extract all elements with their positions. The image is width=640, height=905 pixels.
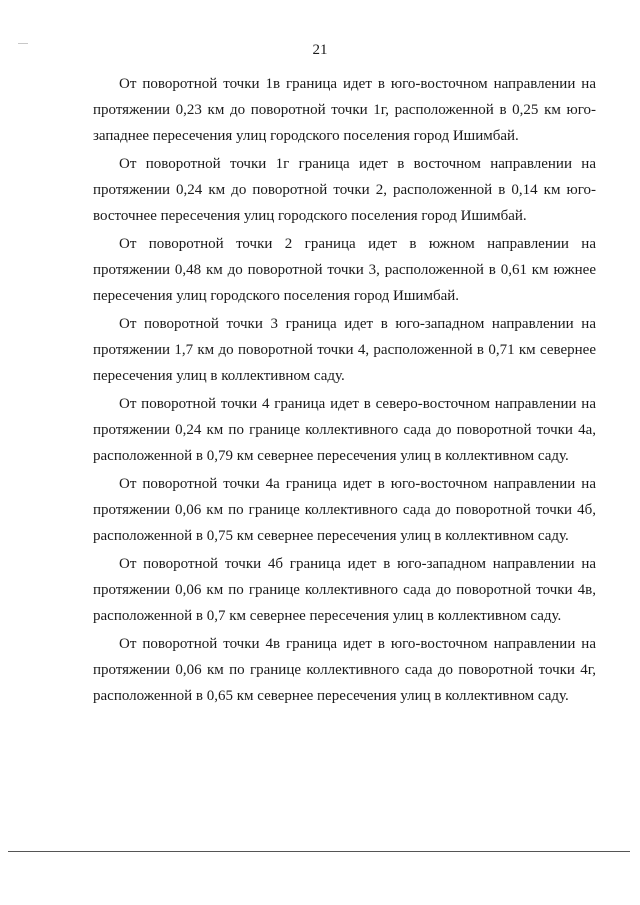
paragraph: От поворотной точки 1г граница идет в восточном направлении на протяжении 0,24 км до поворотной точки 2, расположенной в 0,14 км юго-восточнее пересечения улиц городского поселения город Ишимбай.	[93, 156, 596, 224]
paragraph: От поворотной точки 3 граница идет в юго-западном направлении на протяжении 1,7 км до поворотной точки 4, расположенной в 0,71 км севернее пересечения улиц в коллективном саду.	[93, 316, 596, 384]
document-body	[93, 71, 596, 711]
page-bottom-divider	[8, 851, 630, 852]
paragraph: От поворотной точки 2 граница идет в южном направлении на протяжении 0,48 км до поворотной точки 3, расположенной в 0,61 км южнее пересечения улиц городского поселения город Ишимбай.	[93, 236, 596, 304]
page-number: 21	[312, 42, 328, 58]
paragraph: От поворотной точки 4в граница идет в юго-восточном направлении на протяжении 0,06 км по границе коллективного сада до поворотной точки 4г, расположенной в 0,65 км севернее пересечения улиц в коллективном саду.	[93, 636, 596, 704]
paragraph: От поворотной точки 1в граница идет в юго-восточном направлении на протяжении 0,23 км до поворотной точки 1г, расположенной в 0,25 км юго-западнее пересечения улиц городского поселения город Ишимбай.	[93, 76, 596, 144]
paragraph: От поворотной точки 4 граница идет в северо-восточном направлении на протяжении 0,24 км по границе коллективного сада до поворотной точки 4а, расположенной в 0,79 км севернее пересечения улиц в коллективном саду.	[93, 396, 596, 464]
paragraph: От поворотной точки 4б граница идет в юго-западном направлении на протяжении 0,06 км по границе коллективного сада до поворотной точки 4в, расположенной в 0,7 км севернее пересечения улиц в коллективном саду.	[93, 556, 596, 624]
paragraph: От поворотной точки 4а граница идет в юго-восточном направлении на протяжении 0,06 км по границе коллективного сада до поворотной точки 4б, расположенной в 0,75 км севернее пересечения улиц в коллективном саду.	[93, 476, 596, 544]
